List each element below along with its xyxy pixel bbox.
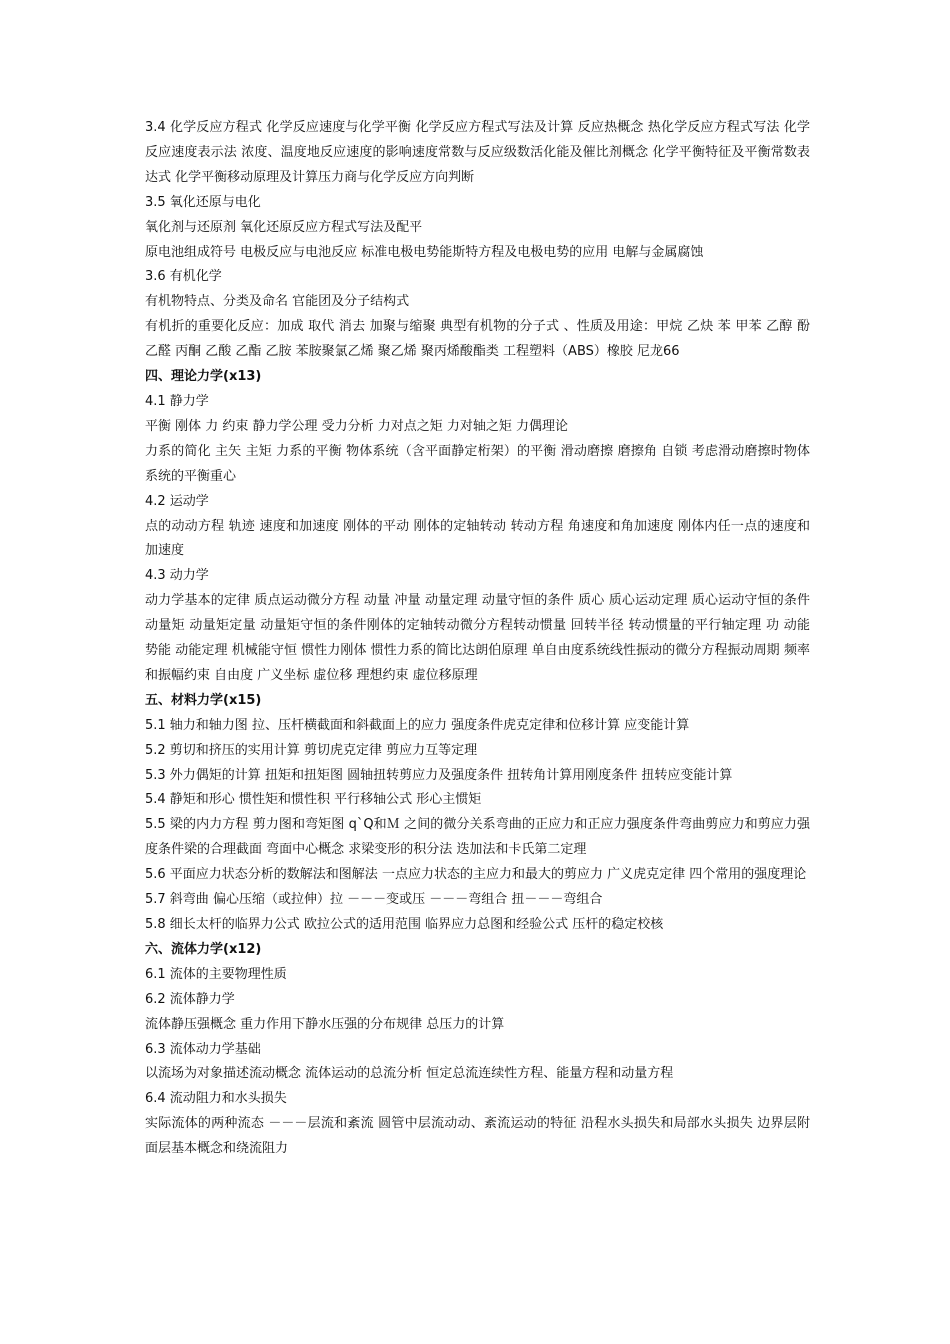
section-subheading: 4.3 动力学 xyxy=(145,568,209,584)
text-line: 有机物特点、分类及命名 官能团及分子结构式 xyxy=(145,294,410,310)
text-line: 5.4 静矩和形心 惯性矩和惯性积 平行移轴公式 形心主惯矩 xyxy=(145,792,482,808)
section-heading: 五、材料力学(x15) xyxy=(145,692,262,708)
section-subheading: 3.5 氧化还原与电化 xyxy=(145,194,261,210)
section-subheading: 6.1 流体的主要物理性质 xyxy=(145,966,287,982)
text-line: 点的动动方程 轨迹 速度和加速度 刚体的平动 刚体的定轴转动 转动方程 角速度和角加速度 刚体内任一点的速度和加速度 xyxy=(145,518,810,559)
text-line: 5.5 梁的内力方程 剪力图和弯矩图 q`Q和Ｍ 之间的微分关系弯曲的正应力和正应力强度条件弯曲剪应力和剪应力强度条件梁的合理截面 弯面中心概念 求梁变形的积分法 迭加法和卡氏第二定理 xyxy=(145,817,810,858)
text-line: 流体静压强概念 重力作用下静水压强的分布规律 总压力的计算 xyxy=(145,1016,505,1032)
text-line: 有机折的重要化反应：加成 取代 消去 加聚与缩聚 典型有机物的分子式 、性质及用途：甲烷 乙炔 苯 甲苯 乙醇 酚乙醛 丙酮 乙酸 乙酯 乙胺 苯胺聚氯乙烯 聚乙烯 聚丙烯酸酯类 工程塑料（ABS）橡胶 尼龙66 xyxy=(145,319,810,360)
section-subheading: 6.2 流体静力学 xyxy=(145,991,235,1007)
text-line: 以流场为对象描述流动概念 流体运动的总流分析 恒定总流连续性方程、能量方程和动量方程 xyxy=(145,1066,674,1082)
section-subheading: 6.4 流动阻力和水头损失 xyxy=(145,1091,287,1107)
document-body xyxy=(145,116,810,1162)
text-line: 5.3 外力偶矩的计算 扭矩和扭矩图 圆轴扭转剪应力及强度条件 扭转角计算用刚度条件 扭转应变能计算 xyxy=(145,767,733,783)
text-line: 5.6 平面应力状态分析的数解法和图解法 一点应力状态的主应力和最大的剪应力 广义虎克定律 四个常用的强度理论 xyxy=(145,867,807,883)
text-line: 动力学基本的定律 质点运动微分方程 动量 冲量 动量定理 动量守恒的条件 质心 质心运动定理 质心运动守恒的条件 动量矩 动量矩定量 动量矩守恒的条件刚体的定轴转动微分方程转动惯量 回转半径 转动惯量的平行轴定理 功 动能 势能 动能定理 机械能守恒 惯性力刚体 惯性力系的简比达朗伯原理 单自由度系统线性振动的微分方程振动周期 频率和振幅约束 自由度 广义坐标 虚位移 理想约束 虚位移原理 xyxy=(145,593,810,683)
text-line: 实际流体的两种流态 －－－层流和紊流 圆管中层流动动、紊流运动的特征 沿程水头损失和局部水头损失 边界层附面层基本概念和绕流阻力 xyxy=(145,1116,810,1157)
section-heading: 六、流体力学(x12) xyxy=(145,941,262,957)
text-line: 力系的简化 主矢 主矩 力系的平衡 物体系统（含平面静定桁架）的平衡 滑动磨擦 磨擦角 自锁 考虑滑动磨擦时物体系统的平衡重心 xyxy=(145,443,810,484)
text-line: 原电池组成符号 电极反应与电池反应 标准电极电势能斯特方程及电极电势的应用 电解与金属腐蚀 xyxy=(145,244,704,260)
text-line: 5.7 斜弯曲 偏心压缩（或拉伸）拉 －－－变或压 －－－弯组合 扭－－－弯组合 xyxy=(145,892,603,908)
text-line: 5.1 轴力和轴力图 拉、压杆横截面和斜截面上的应力 强度条件虎克定律和位移计算 应变能计算 xyxy=(145,717,690,733)
text-line: 3.4 化学反应方程式 化学反应速度与化学平衡 化学反应方程式写法及计算 反应热概念 热化学反应方程式写法 化学反应速度表示法 浓度、温度地反应速度的影响速度常数与反应级数活化能及催比剂概念 化学平衡特征及平衡常数表达式 化学平衡移动原理及计算压力商与化学反应方向判断 xyxy=(145,120,810,185)
section-subheading: 6.3 流体动力学基础 xyxy=(145,1041,261,1057)
text-line: 5.8 细长太杆的临界力公式 欧拉公式的适用范围 临界应力总图和经验公式 压杆的稳定校核 xyxy=(145,917,664,932)
section-subheading: 3.6 有机化学 xyxy=(145,269,222,285)
text-line: 氧化剂与还原剂 氧化还原反应方程式写法及配平 xyxy=(145,219,423,235)
section-heading: 四、理论力学(x13) xyxy=(145,369,262,385)
text-line: 5.2 剪切和挤压的实用计算 剪切虎克定律 剪应力互等定理 xyxy=(145,742,478,758)
section-subheading: 4.2 运动学 xyxy=(145,493,209,509)
section-subheading: 4.1 静力学 xyxy=(145,393,209,409)
text-line: 平衡 刚体 力 约束 静力学公理 受力分析 力对点之矩 力对轴之矩 力偶理论 xyxy=(145,418,569,434)
